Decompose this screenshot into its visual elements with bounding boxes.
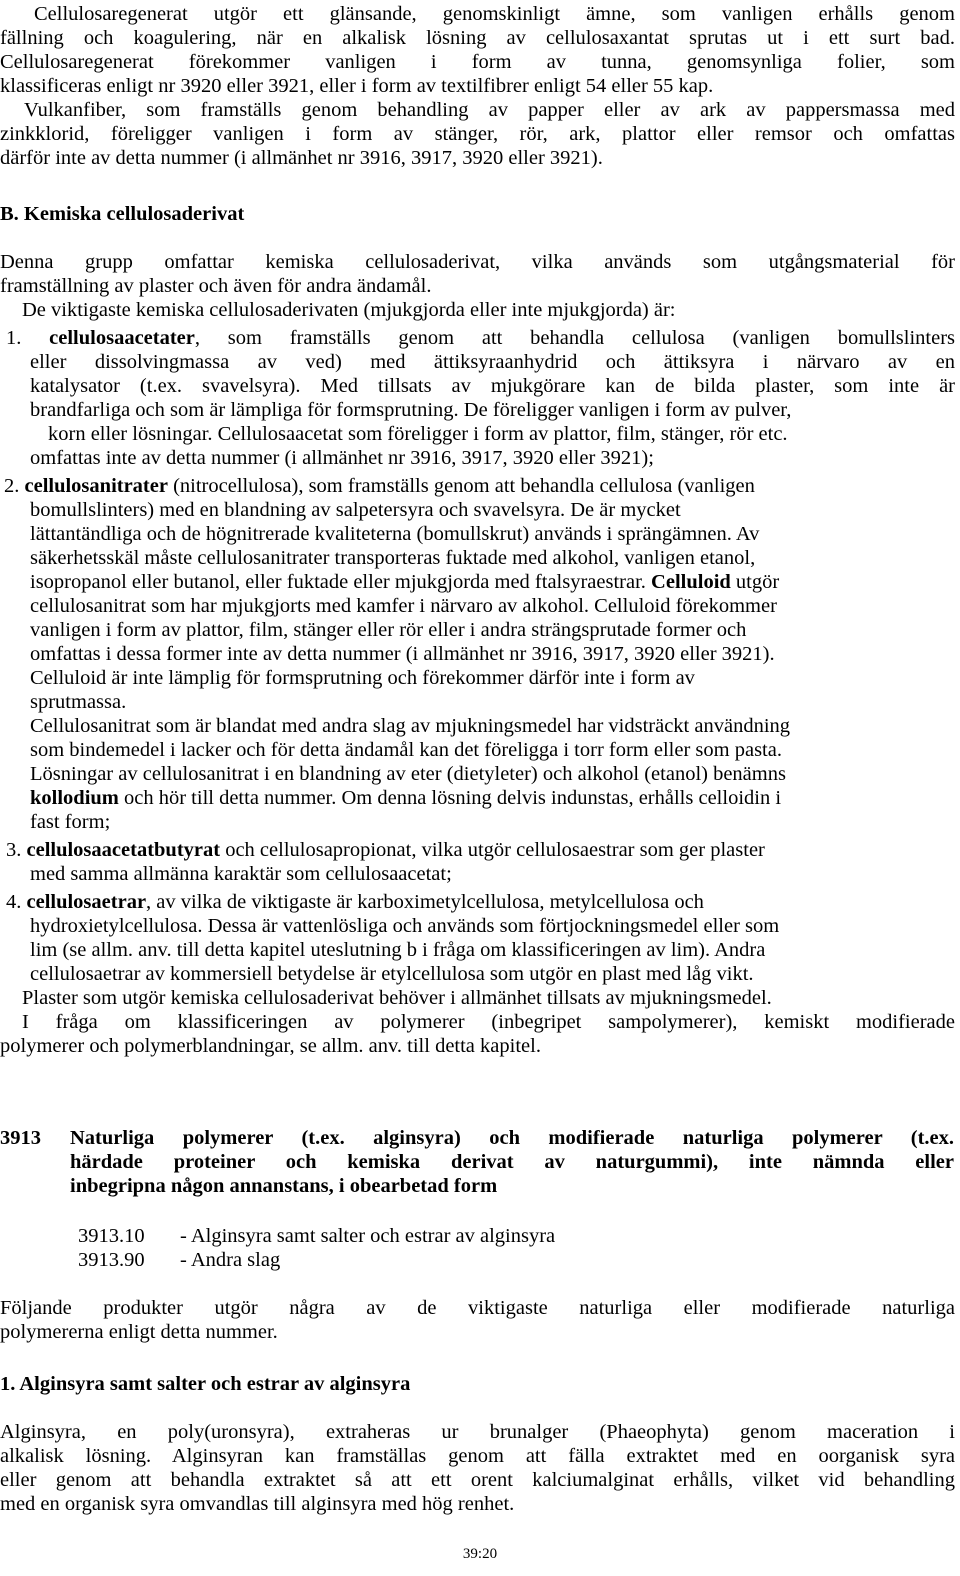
line-text: omfattas inte av detta nummer (i allmänhet nr 3916, 3917, 3920 eller 3921); <box>30 447 654 469</box>
line-text: (nitrocellulosa), som framställs genom att behandla cellulosa (vanligen <box>167 475 755 497</box>
text-line <box>30 498 955 522</box>
line-text: , som framställs genom att behandla cellulosa (vanligen bomullslinters <box>194 327 956 349</box>
text-line <box>30 738 955 762</box>
line-text: som bindemedel i lacker och för detta ändamål kan det föreligga i torr form eller som pasta. <box>30 739 782 761</box>
line-text: Plaster som utgör kemiska cellulosaderivat behöver i allmänhet tillsats av mjukningsmedel. <box>22 987 772 1009</box>
line-text: Denna grupp omfattar kemiska cellulosaderivat, vilka används som utgångsmaterial för <box>0 251 955 273</box>
list-number: 4. <box>6 891 27 913</box>
line-text: fast form; <box>30 811 111 833</box>
bold-term: kollodium <box>30 787 119 809</box>
text-line <box>30 446 955 470</box>
text-line <box>30 690 955 714</box>
line-text: därför inte av detta nummer (i allmänhet nr 3916, 3917, 3920 eller 3921). <box>0 147 603 169</box>
text-line <box>30 546 955 570</box>
line-text: cellulosanitrat som har mjukgjorts med kamfer i närvaro av alkohol. Celluloid förekommer <box>30 595 777 617</box>
line-text: Följande produkter utgör några av de viktigaste naturliga eller modifierade naturliga <box>0 1297 955 1319</box>
text-line <box>30 914 955 938</box>
text-line <box>0 1444 955 1468</box>
line-text: med samma allmänna karaktär som cellulosaacetat; <box>30 863 452 885</box>
subheading-label: - Alginsyra samt salter och estrar av alginsyra <box>180 1225 556 1247</box>
text-line <box>30 594 955 618</box>
list-number: 3. <box>6 839 27 861</box>
line-text: bomullslinters) med en blandning av salpetersyra och svavelsyra. De är mycket <box>30 499 681 521</box>
text-line <box>22 298 955 322</box>
line-text: Cellulosanitrat som är blandat med andra slag av mjukningsmedel har vidsträckt användning <box>30 715 791 737</box>
text-line <box>30 962 955 986</box>
text-line <box>0 1420 955 1444</box>
text-line <box>30 398 955 422</box>
line-text: Cellulosaregenerat utgör ett glänsande, genomskinligt ämne, som vanligen erhålls genom <box>34 3 955 25</box>
text-line <box>30 762 955 786</box>
text-line <box>0 1492 955 1516</box>
line-text: Vulkanfiber, som framställs genom behandling av papper eller av ark av pappersmassa med <box>24 99 955 121</box>
text-line <box>34 2 955 26</box>
text-line <box>30 714 955 738</box>
subheading-label: - Andra slag <box>180 1249 281 1271</box>
line-text: alkalisk lösning. Alginsyran kan framställas genom att fälla extraktet med en oorganisk syra <box>0 1445 955 1467</box>
line-text: med en organisk syra omvandlas till alginsyra med hög renhet. <box>0 1493 515 1515</box>
text-line <box>30 618 955 642</box>
text-line <box>24 98 955 122</box>
line-text: utgör <box>730 571 780 593</box>
bold-term: Celluloid <box>651 571 731 593</box>
text-line <box>6 890 955 914</box>
text-line <box>0 1296 955 1320</box>
line-text: sprutmassa. <box>30 691 127 713</box>
list-number: 1. <box>6 327 50 349</box>
text-line <box>30 570 955 594</box>
line-text: polymerer och polymerblandningar, se allm. anv. till detta kapitel. <box>0 1035 541 1057</box>
text-line <box>0 50 955 74</box>
text-line <box>0 146 955 170</box>
section-1-heading: 1. Alginsyra samt salter och estrar av alginsyra <box>0 1373 411 1395</box>
bold-term: cellulosaacetatbutyrat <box>26 839 221 861</box>
line-text: framställning av plaster och även för andra ändamål. <box>0 275 432 297</box>
subheading-code: 3913.90 <box>78 1249 145 1271</box>
line-text: eller genom att behandla extraktet så att ett orent kalciumalginat erhålls, vilket vid behandling <box>0 1469 955 1491</box>
line-text: Celluloid är inte lämplig för formsprutning och förekommer därför inte i form av <box>30 667 695 689</box>
line-text: Lösningar av cellulosanitrat i en blandning av eter (dietyleter) och alkohol (etanol) benämns <box>30 763 786 785</box>
text-line <box>0 274 955 298</box>
line-text: klassificeras enligt nr 3920 eller 3921, eller i form av textilfibrer enligt 54 eller 55 kap. <box>0 75 714 97</box>
bold-term: cellulosanitrater <box>24 475 168 497</box>
text-line <box>6 326 955 350</box>
text-line <box>48 422 955 446</box>
line-text: eller dissolvingmassa av ved) med ättiksyraanhydrid och ättiksyra i närvaro av en <box>30 351 955 373</box>
line-text: lim (se allm. anv. till detta kapitel uteslutning b i fråga om klassificeringen av lim). Andra <box>30 939 766 961</box>
line-text: korn eller lösningar. Cellulosaacetat som föreligger i form av plattor, film, stänger, rör etc. <box>48 423 788 445</box>
page-number: 39:20 <box>462 1546 498 1562</box>
text-line <box>30 522 955 546</box>
text-line <box>30 642 955 666</box>
line-text: cellulosaetrar av kommersiell betydelse är etylcellulosa som utgör en plast med låg vikt. <box>30 963 754 985</box>
heading-3913-line-2: härdade proteiner och kemiska derivat av naturgummi), inte nämnda eller <box>70 1151 954 1173</box>
text-line <box>30 666 955 690</box>
text-line <box>4 474 955 498</box>
line-text: , av vilka de viktigaste är karboximetylcellulosa, metylcellulosa och <box>146 891 704 913</box>
text-line <box>30 374 955 398</box>
line-text: katalysator (t.ex. svavelsyra). Med tillsats av mjukgörare kan de bilda plaster, som inte är <box>30 375 955 397</box>
subheading-code: 3913.10 <box>78 1225 145 1247</box>
line-text: fällning och koagulering, när en alkalisk lösning av cellulosaxantat sprutas ut i ett surt bad. <box>0 27 955 49</box>
line-text: vanligen i form av plattor, film, stänger eller rör eller i andra strängsprutade former och <box>30 619 747 641</box>
bold-term: cellulosaacetater <box>49 327 195 349</box>
line-text: Cellulosaregenerat förekommer vanligen i form av tunna, genomsynliga folier, som <box>0 51 955 73</box>
line-text: polymererna enligt detta nummer. <box>0 1321 278 1343</box>
heading-3913-line-3: inbegripna någon annanstans, i obearbetad form <box>70 1175 498 1197</box>
line-text: omfattas i dessa former inte av detta nummer (i allmänhet nr 3916, 3917, 3920 eller 3921). <box>30 643 775 665</box>
text-line <box>30 938 955 962</box>
line-text: zinkklorid, föreligger vanligen i form av stänger, rör, ark, plattor eller remsor och omfattas <box>0 123 955 145</box>
text-line <box>30 862 955 886</box>
line-text: lättantändliga och de högnitrerade kvaliteterna (bomullskrut) används i sprängämnen. Av <box>30 523 760 545</box>
text-line <box>0 1034 955 1058</box>
text-line <box>30 350 955 374</box>
text-line <box>0 250 955 274</box>
line-text: isopropanol eller butanol, eller fuktade eller mjukgjorda med ftalsyraestrar. <box>30 571 652 593</box>
heading-3913-line-1: Naturliga polymerer (t.ex. alginsyra) och modifierade naturliga polymerer (t.ex. <box>70 1127 954 1149</box>
text-line <box>0 122 955 146</box>
section-b-heading: B. Kemiska cellulosaderivat <box>0 203 245 225</box>
line-text: I fråga om klassificeringen av polymerer (inbegripet sampolymerer), kemiskt modifierade <box>22 1011 955 1033</box>
text-line <box>6 838 955 862</box>
line-text: och cellulosapropionat, vilka utgör cellulosaestrar som ger plaster <box>220 839 765 861</box>
line-text: Alginsyra, en poly(uronsyra), extraheras ur brunalger (Phaeophyta) genom maceration i <box>0 1421 955 1443</box>
list-number: 2. <box>4 475 25 497</box>
line-text: De viktigaste kemiska cellulosaderivaten (mjukgjorda eller inte mjukgjorda) är: <box>22 299 676 321</box>
text-line <box>0 74 955 98</box>
text-line <box>22 986 955 1010</box>
text-line <box>0 26 955 50</box>
text-line <box>30 810 955 834</box>
text-line <box>30 786 955 810</box>
line-text: hydroxietylcellulosa. Dessa är vattenlösliga och används som förtjockningsmedel eller som <box>30 915 780 937</box>
line-text: säkerhetsskäl måste cellulosanitrater transporteras fuktade med alkohol, vanligen etanol, <box>30 547 756 569</box>
text-line <box>0 1468 955 1492</box>
heading-3913-number: 3913 <box>0 1127 41 1149</box>
text-line <box>22 1010 955 1034</box>
bold-term: cellulosaetrar <box>26 891 147 913</box>
text-line <box>0 1320 955 1344</box>
line-text: och hör till detta nummer. Om denna lösning delvis indunstas, erhålls celloidin i <box>118 787 782 809</box>
line-text: brandfarliga och som är lämpliga för formsprutning. De föreligger vanligen i form av pulver, <box>30 399 792 421</box>
